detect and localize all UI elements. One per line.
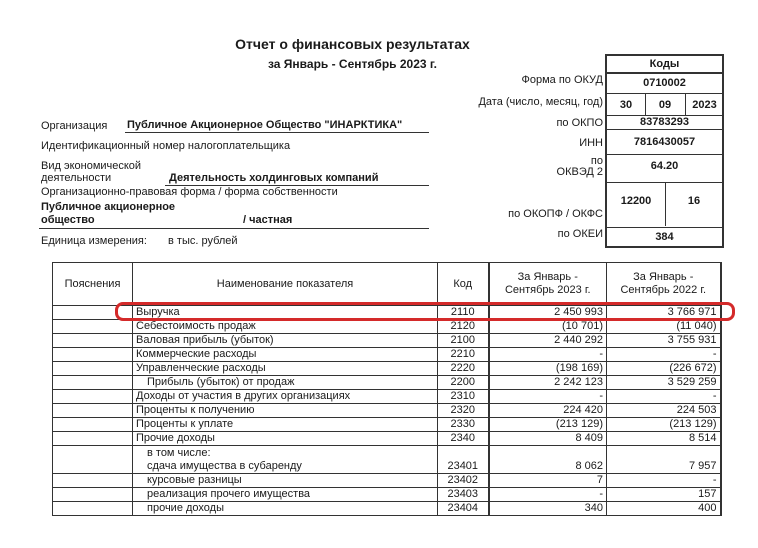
row-name: Доходы от участия в других организациях <box>133 390 438 404</box>
header-notes: Пояснения <box>53 263 133 306</box>
row-code: 2340 <box>438 432 489 446</box>
notes-cell <box>53 446 133 474</box>
header-code: Код <box>438 263 489 306</box>
table-row <box>53 306 721 320</box>
row-previous: 3 766 971 <box>607 306 721 320</box>
org-value: Публичное Акционерное Общество "ИНАРКТИКА" <box>127 119 403 131</box>
row-current: 224 420 <box>489 404 607 418</box>
row-name: Коммерческие расходы <box>133 348 438 362</box>
activity-label-1: Вид экономической <box>41 160 142 172</box>
row-name <box>133 446 438 474</box>
row-previous: 7 957 <box>607 446 721 474</box>
report-period: за Январь - Сентябрь 2023 г. <box>267 57 438 71</box>
row-previous: (11 040) <box>607 320 721 334</box>
notes-cell <box>53 432 133 446</box>
codes-title: Коды <box>649 58 680 70</box>
notes-cell <box>53 334 133 348</box>
report-title: Отчет о финансовых результатах <box>235 36 470 52</box>
date-day: 30 <box>619 98 633 111</box>
okei-label: по ОКЕИ <box>557 228 603 240</box>
row-name: реализация прочего имущества <box>133 488 438 502</box>
table-row <box>53 474 721 488</box>
inn-code-label: ИНН <box>579 137 603 149</box>
inn-value: 7816430057 <box>633 136 696 148</box>
row-previous: 157 <box>607 488 721 502</box>
row-previous: - <box>607 474 721 488</box>
activity-value: Деятельность холдинговых компаний <box>169 172 379 184</box>
row-code: 23403 <box>438 488 489 502</box>
row-current: 2 450 993 <box>489 306 607 320</box>
unit-label: Единица измерения: <box>41 235 147 247</box>
row-current: (198 169) <box>489 362 607 376</box>
legal-form-label: Организационно-правовая форма / форма собственности <box>41 186 338 198</box>
row-name: курсовые разницы <box>133 474 438 488</box>
notes-cell <box>53 320 133 334</box>
row-name: Выручка <box>133 306 438 320</box>
row-previous: 3 755 931 <box>607 334 721 348</box>
row-name: Прочие доходы <box>133 432 438 446</box>
row-code: 2320 <box>438 404 489 418</box>
row-current: 8 409 <box>489 432 607 446</box>
table-header-row <box>53 263 721 306</box>
notes-cell <box>53 502 133 516</box>
row-previous: - <box>607 348 721 362</box>
row-code: 2200 <box>438 376 489 390</box>
okopf-label: по ОКОПФ / ОКФС <box>508 208 603 220</box>
row-current: 340 <box>489 502 607 516</box>
okpo-label: по ОКПО <box>556 117 603 129</box>
table-row <box>53 348 721 362</box>
row-name: Управленческие расходы <box>133 362 438 376</box>
table-row <box>53 404 721 418</box>
row-code: 2110 <box>438 306 489 320</box>
row-name: Прибыль (убыток) от продаж <box>133 376 438 390</box>
row-previous: 224 503 <box>607 404 721 418</box>
row-code: 2330 <box>438 418 489 432</box>
okud-value: 0710002 <box>643 76 686 89</box>
row-previous: - <box>607 390 721 404</box>
row-code: 2310 <box>438 390 489 404</box>
date-year: 2023 <box>692 98 717 111</box>
inn-label: Идентификационный номер налогоплательщика <box>41 140 291 152</box>
notes-cell <box>53 376 133 390</box>
row-code: 2210 <box>438 348 489 362</box>
codes-box <box>605 54 724 248</box>
legal-form-value-2: общество <box>41 214 95 226</box>
row-name: Себестоимость продаж <box>133 320 438 334</box>
row-code: 2120 <box>438 320 489 334</box>
notes-cell <box>53 418 133 432</box>
row-current: 7 <box>489 474 607 488</box>
table-row <box>53 362 721 376</box>
table-row <box>53 390 721 404</box>
okved-value: 64.20 <box>650 160 679 172</box>
notes-cell <box>53 362 133 376</box>
row-current: 8 062 <box>489 446 607 474</box>
unit-value: в тыс. рублей <box>168 235 238 247</box>
header-current-period: За Январь - Сентябрь 2023 г. <box>489 263 607 306</box>
table-row <box>53 376 721 390</box>
row-name-main: сдача имущества в субаренду <box>147 460 302 472</box>
row-code: 2100 <box>438 334 489 348</box>
row-name: прочие доходы <box>133 502 438 516</box>
row-current: 2 242 123 <box>489 376 607 390</box>
notes-cell <box>53 404 133 418</box>
row-name: Проценты к уплате <box>133 418 438 432</box>
date-label: Дата (число, месяц, год) <box>478 96 603 108</box>
table-row <box>53 488 721 502</box>
row-previous: (213 129) <box>607 418 721 432</box>
financial-results-table <box>52 262 722 516</box>
legal-form-value-1: Публичное акционерное <box>41 201 176 213</box>
row-code: 23404 <box>438 502 489 516</box>
notes-cell <box>53 390 133 404</box>
okfs-value: 16 <box>687 195 701 207</box>
row-current: 2 440 292 <box>489 334 607 348</box>
table-row <box>53 446 721 474</box>
notes-cell <box>53 488 133 502</box>
date-month: 09 <box>658 98 672 111</box>
header-name: Наименование показателя <box>133 263 438 306</box>
table-row <box>53 432 721 446</box>
org-label: Организация <box>41 120 108 132</box>
row-current: - <box>489 390 607 404</box>
okei-value: 384 <box>655 231 674 243</box>
okved-label-2: ОКВЭД 2 <box>556 166 603 178</box>
table-row <box>53 418 721 432</box>
row-previous: (226 672) <box>607 362 721 376</box>
notes-cell <box>53 474 133 488</box>
activity-label-2: деятельности <box>41 172 112 184</box>
row-current: - <box>489 488 607 502</box>
row-previous: 3 529 259 <box>607 376 721 390</box>
table-row <box>53 334 721 348</box>
notes-cell <box>53 348 133 362</box>
okved-label-1: по <box>590 155 603 167</box>
okopf-value: 12200 <box>620 195 652 207</box>
ownership-value: / частная <box>243 214 293 226</box>
okpo-value: 83783293 <box>640 116 689 128</box>
row-name: Валовая прибыль (убыток) <box>133 334 438 348</box>
row-current: (213 129) <box>489 418 607 432</box>
row-previous: 8 514 <box>607 432 721 446</box>
row-previous: 400 <box>607 502 721 516</box>
row-current: - <box>489 348 607 362</box>
okud-label: Форма по ОКУД <box>521 74 603 86</box>
row-code: 23402 <box>438 474 489 488</box>
notes-cell <box>53 306 133 320</box>
row-current: (10 701) <box>489 320 607 334</box>
row-code: 23401 <box>438 446 489 474</box>
table-row <box>53 320 721 334</box>
row-name-prefix: в том числе: <box>147 447 211 459</box>
row-code: 2220 <box>438 362 489 376</box>
row-name: Проценты к получению <box>133 404 438 418</box>
header-previous-period: За Январь - Сентябрь 2022 г. <box>607 263 721 306</box>
table-row <box>53 502 721 516</box>
